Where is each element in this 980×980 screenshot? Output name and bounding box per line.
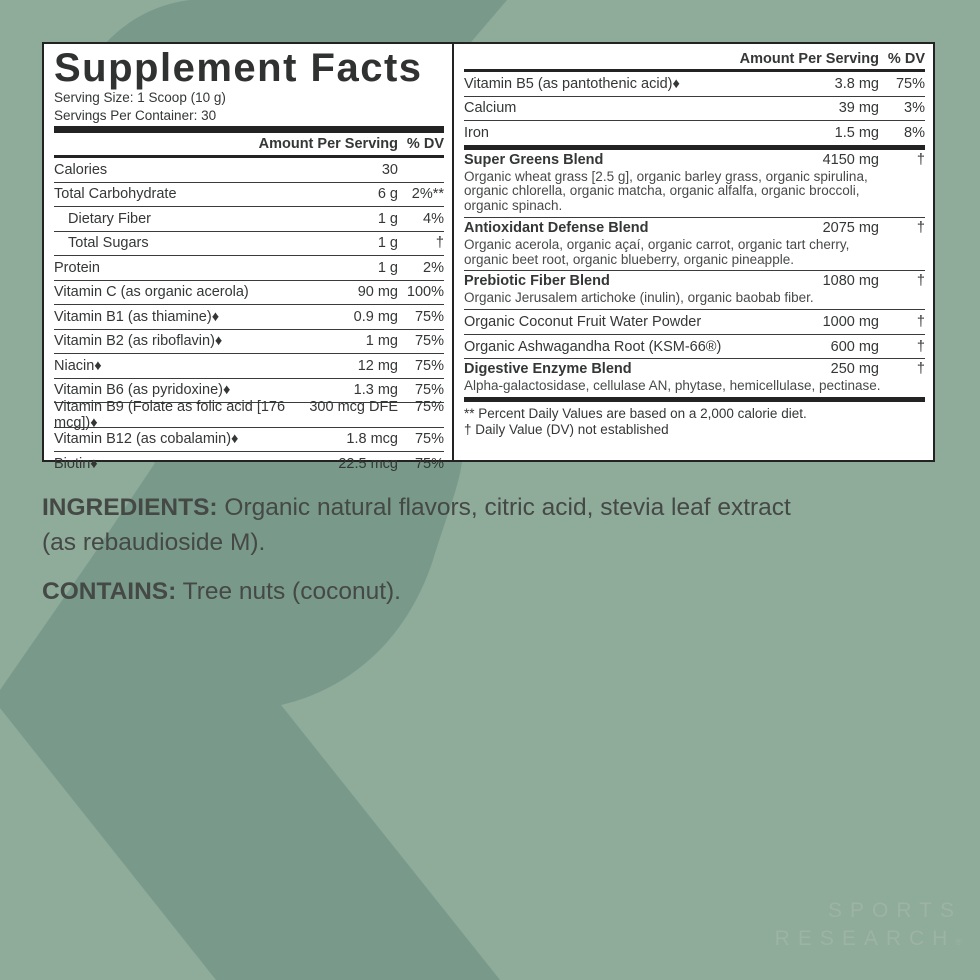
column-header (464, 48, 925, 72)
nutrient-amount: 1.8 mcg (346, 431, 398, 448)
nutrient-dv: 75% (414, 382, 444, 399)
nutrient-name: Vitamin C (as organic acerola) (54, 284, 249, 301)
nutrient-dv: 75% (414, 308, 444, 325)
contains-label: CONTAINS: (42, 578, 177, 605)
nutrient-amount: 22.5 mcg (338, 455, 398, 472)
nutrient-dv: 4% (423, 210, 444, 227)
amount-per-serving-header: Amount Per Serving (739, 50, 879, 67)
nutrient-amount: 1 mg (365, 333, 398, 350)
nutrient-dv: 75% (414, 333, 444, 350)
nutrient-dv: † (916, 361, 925, 378)
nutrient-name: Antioxidant Defense Blend (464, 219, 649, 236)
nutrient-row (464, 121, 925, 150)
blend-description: Organic acerola, organic açaí, organic carrot, organic tart cherry, organic beet root, organic blueberry, organic pineapple. (464, 236, 850, 267)
nutrient-row (464, 218, 925, 272)
nutrient-row (464, 150, 925, 218)
nutrient-amount: 4150 mg (822, 151, 879, 168)
percent-dv-header: % DV (887, 50, 925, 67)
nutrient-row (464, 72, 925, 97)
nutrient-amount: 39 mg (838, 100, 879, 117)
nutrient-dv: † (916, 338, 925, 355)
nutrient-name: Biotin♦ (54, 455, 98, 472)
brand-line-research (775, 925, 962, 956)
column-header (54, 133, 444, 158)
nutrient-name: Protein (54, 259, 100, 276)
nutrient-dv: 8% (904, 124, 925, 141)
nutrient-name: Calcium (464, 100, 517, 117)
nutrient-amount: 1.5 mg (834, 124, 879, 141)
footnote-line: ** Percent Daily Values are based on a 2,000 calorie diet. (464, 406, 807, 422)
nutrient-row (54, 183, 444, 208)
panel-column-right (454, 44, 933, 460)
contains-text: Tree nuts (coconut). (176, 578, 401, 605)
nutrient-dv: 100% (406, 284, 444, 301)
nutrient-amount: 6 g (377, 186, 398, 203)
nutrient-name: Super Greens Blend (464, 151, 604, 168)
amount-per-serving-header: Amount Per Serving (258, 136, 398, 152)
nutrient-row (54, 256, 444, 281)
ingredients-statement (42, 490, 797, 560)
nutrient-name: Organic Ashwagandha Root (KSM-66®) (464, 338, 722, 355)
registered-trademark-icon: ® (955, 937, 962, 947)
nutrient-dv: 75% (414, 455, 444, 472)
nutrient-dv: 75% (414, 357, 444, 374)
panel-column-left (44, 44, 454, 472)
nutrient-row (54, 354, 444, 379)
nutrient-name: Prebiotic Fiber Blend (464, 273, 610, 290)
nutrient-name: Niacin♦ (54, 357, 102, 374)
nutrient-dv: 2%** (411, 186, 444, 203)
nutrient-amount: 1000 mg (822, 314, 879, 331)
nutrient-amount: 30 (381, 161, 398, 178)
nutrient-row (54, 232, 444, 257)
nutrient-row (464, 335, 925, 360)
nutrient-amount: 300 mcg DFE (309, 398, 398, 415)
brand-wordmark (775, 897, 962, 956)
nutrient-row (54, 158, 444, 183)
nutrient-amount: 1 g (377, 235, 398, 252)
nutrient-name: Digestive Enzyme Blend (464, 361, 632, 378)
nutrient-dv: 75% (414, 398, 444, 415)
percent-dv-header: % DV (406, 136, 444, 152)
nutrient-name: Vitamin B6 (as pyridoxine)♦ (54, 382, 231, 399)
nutrient-dv: † (435, 235, 444, 252)
nutrient-amount: 12 mg (357, 357, 398, 374)
brand-research-text: RESEARCH (774, 927, 956, 950)
nutrient-dv: † (916, 219, 925, 236)
contains-statement (42, 574, 797, 609)
serving-size: Serving Size: 1 Scoop (10 g) (54, 90, 226, 105)
nutrient-name: Calories (54, 161, 108, 178)
nutrient-dv: † (916, 314, 925, 331)
nutrient-amount: 3.8 mg (834, 75, 879, 92)
footnotes (464, 406, 925, 437)
nutrient-amount: 90 mg (357, 284, 398, 301)
nutrient-rows-left (54, 158, 444, 476)
nutrient-row (54, 207, 444, 232)
ingredients-label: INGREDIENTS: (42, 494, 218, 521)
nutrient-row (54, 398, 444, 431)
blend-description: Alpha-galactosidase, cellulase AN, phytase, hemicellulase, pectinase. (464, 378, 881, 394)
nutrient-name: Total Sugars (68, 235, 149, 252)
blend-description: Organic Jerusalem artichoke (inulin), organic baobab fiber. (464, 290, 814, 306)
panel-title: Supplement Facts (54, 46, 423, 90)
nutrient-row (464, 310, 925, 335)
footnote-line: † Daily Value (DV) not established (464, 421, 669, 437)
nutrient-row (54, 452, 444, 476)
nutrient-row (54, 428, 444, 453)
nutrient-name: Vitamin B2 (as riboflavin)♦ (54, 333, 223, 350)
nutrient-amount: 250 mg (830, 361, 879, 378)
ingredients-text: Organic natural flavors, citric acid, stevia leaf extract (as rebaudioside M). (42, 494, 791, 556)
supplement-facts-panel (42, 42, 935, 472)
divider-thick (54, 126, 444, 133)
nutrient-row (54, 281, 444, 306)
nutrient-name: Total Carbohydrate (54, 186, 177, 203)
nutrient-amount: 1.3 mg (353, 382, 398, 399)
nutrient-name: Vitamin B5 (as pantothenic acid)♦ (464, 75, 680, 92)
nutrient-rows-right (464, 72, 925, 402)
nutrient-name: Iron (464, 124, 489, 141)
ingredients-section (42, 490, 797, 609)
nutrient-row (464, 97, 925, 122)
nutrient-row (54, 330, 444, 355)
nutrient-dv: 3% (904, 100, 925, 117)
nutrient-amount: 1 g (377, 210, 398, 227)
nutrient-dv: † (916, 273, 925, 290)
nutrient-name: Organic Coconut Fruit Water Powder (464, 314, 702, 331)
nutrient-name: Vitamin B12 (as cobalamin)♦ (54, 431, 239, 448)
nutrient-name: Vitamin B9 (Folate as folic acid [176 mcg])♦ (54, 398, 286, 431)
nutrient-dv: 75% (414, 431, 444, 448)
nutrient-name: Vitamin B1 (as thiamine)♦ (54, 308, 220, 325)
nutrient-amount: 1 g (377, 259, 398, 276)
nutrient-amount: 600 mg (830, 338, 879, 355)
nutrient-amount: 0.9 mg (353, 308, 398, 325)
brand-line-sports: SPORTS (828, 899, 962, 922)
nutrient-dv: 2% (423, 259, 444, 276)
nutrient-row (464, 359, 925, 402)
servings-per-container: Servings Per Container: 30 (54, 107, 217, 123)
nutrient-dv: 75% (895, 75, 925, 92)
blend-description: Organic wheat grass [2.5 g], organic barley grass, organic spirulina, organic chlorella, organic matcha, organic alfalfa, organic broccoli, organic spinach. (464, 168, 868, 214)
nutrient-amount: 1080 mg (822, 273, 879, 290)
nutrient-row (54, 305, 444, 330)
nutrient-name: Dietary Fiber (68, 210, 151, 227)
nutrient-row (464, 271, 925, 310)
nutrient-dv: † (916, 151, 925, 168)
nutrient-amount: 2075 mg (822, 219, 879, 236)
